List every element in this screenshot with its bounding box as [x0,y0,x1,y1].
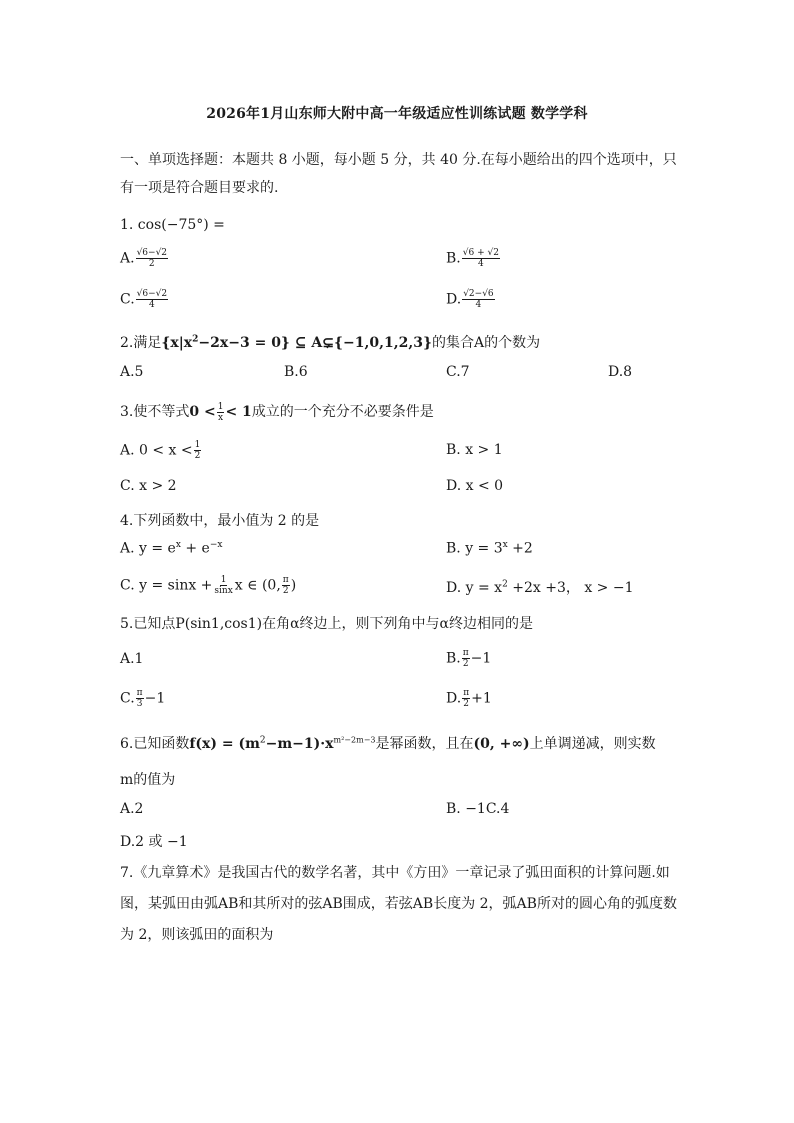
q6-option-d: D.2 或 −1 [120,834,188,850]
q6-stem-line2: m的值为 [120,772,176,788]
q1-stem: 1. cos(−75°) = [120,217,225,233]
fraction [217,402,225,423]
superscript: 2 [502,579,508,590]
section-instructions-line2: 有一项是符合题目要求的. [120,180,279,196]
superscript: 2 [192,334,199,345]
q4-option-c [120,575,296,596]
q7-stem-line2: 图，某弧田由弧AB和其所对的弦AB围成，若弦AB长度为 2，弧AB所对的圆心角的弧度数 [120,896,677,912]
option-label: D. [446,291,462,308]
option-label: C. [120,690,135,707]
section-instructions-line1: 一、单项选择题：本题共 8 小题，每小题 5 分，共 40 分.在每小题给出的四个选项中，只 [120,152,677,168]
option-text: +2 [507,540,533,557]
q3-option-d: D. x < 0 [446,478,504,494]
denominator: 2 [463,699,470,709]
q3-stem [120,401,434,423]
option-text: B. y = 3 [446,540,503,557]
fraction [136,688,144,709]
math-expr: (0, +∞) [473,736,530,752]
superscript: x [175,540,181,550]
math-expr: −m−1)·x [265,736,334,752]
q2-option-c: C.7 [446,364,470,380]
fraction [194,440,202,461]
stem-text: 3.使不等式 [120,404,190,420]
denominator: 4 [475,300,482,310]
stem-text: 2.满足 [120,335,162,351]
numerator: √6−√2 [136,248,168,258]
q3-option-b: B. x > 1 [446,442,503,458]
denominator: 2 [462,659,469,669]
math-expr: f(x) = (m [189,736,260,752]
stem-text: 6.已知函数 [120,736,190,752]
math-expr: −2x−3 = 0} ⊆ A⊊{−1,0,1,2,3} [198,335,432,351]
numerator: √2−√6 [463,289,494,299]
q1-option-a [120,248,169,269]
denominator: 2 [282,586,289,596]
denominator: 4 [477,259,484,269]
numerator: π [462,648,469,658]
option-text: ) [290,577,297,594]
option-text: A. y = e [120,540,176,557]
q7-stem-line1: 7.《九章算术》是我国古代的数学名著，其中《方田》一章记录了弧田面积的计算问题.如 [120,865,670,881]
q5-stem: 5.已知点P(sin1,cos1)在角α终边上，则下列角中与α终边相同的是 [120,616,534,632]
denominator: 3 [136,699,143,709]
superscript: 2 [259,735,266,746]
math-expr: < 1 [225,404,252,420]
option-label: B. [446,650,461,667]
option-label: A. [120,250,135,267]
denominator: 2 [194,451,201,461]
superscript: −x [209,540,223,550]
superscript: x [502,540,508,550]
option-text: −1 [144,690,166,707]
fraction [462,248,500,269]
option-text: x ∈ (0, [234,577,281,594]
q1-option-b [446,248,501,269]
option-text: + e [180,540,210,557]
q5-option-a: A.1 [120,651,144,667]
numerator: 1 [220,575,227,585]
option-text: +1 [471,690,492,707]
q2-stem [120,332,540,352]
q7-stem-line3: 为 2，则该弧田的面积为 [120,927,274,943]
stem-text: 上单调递减，则实数 [529,736,656,752]
option-label: C. [120,291,135,308]
q4-stem: 4.下列函数中，最小值为 2 的是 [120,513,320,529]
q3-option-a [120,440,202,461]
numerator: √6−√2 [136,289,168,299]
stem-text: 成立的一个充分不必要条件是 [251,404,434,420]
option-text: C. y = sinx + [120,577,213,594]
q5-option-b [446,648,491,669]
q6-stem [120,733,656,753]
q2-option-a: A.5 [120,364,144,380]
denominator: 2 [148,259,155,269]
numerator: 1 [194,440,201,450]
math-expr: 0 < [189,404,216,420]
option-text: +2x +3， x > −1 [507,580,634,596]
page-title: 2026年1月山东师大附中高一年级适应性训练试题 数学学科 [206,106,588,122]
fraction [136,248,168,269]
superscript: m²−2m−3 [333,735,376,745]
q2-option-b: B.6 [284,364,308,380]
q4-option-d [446,577,633,597]
fraction [462,648,470,669]
option-label: B. [446,250,461,267]
q1-option-d [446,289,496,310]
q6-option-a: A.2 [120,801,144,817]
denominator: 4 [149,300,155,310]
stem-text: 是幂函数，且在 [375,736,474,752]
numerator: 1 [217,401,224,412]
option-text: A. 0 < x < [120,442,193,459]
q4-option-a [120,540,222,557]
denominator: x [218,412,224,423]
q5-option-d [446,688,492,709]
option-text: D. y = x [446,580,503,596]
q5-option-c [120,688,165,709]
fraction [136,289,168,310]
numerator: √6 + √2 [462,248,499,258]
math-expr: {x|x [161,335,193,351]
option-label: D. [446,690,462,707]
q3-option-c: C. x > 2 [120,478,177,494]
q6-option-bc: B. −1C.4 [446,801,510,817]
denominator: sinx [214,586,233,596]
option-text: −1 [470,650,492,667]
numerator: π [463,688,470,698]
q2-option-d: D.8 [608,364,633,380]
fraction [462,688,470,709]
numerator: π [282,575,289,585]
stem-text: 的集合A的个数为 [431,335,541,351]
q1-option-c [120,289,169,310]
fraction [462,289,494,310]
q4-option-b [446,540,533,557]
numerator: π [136,688,143,698]
fraction [213,575,233,596]
fraction [282,575,290,596]
